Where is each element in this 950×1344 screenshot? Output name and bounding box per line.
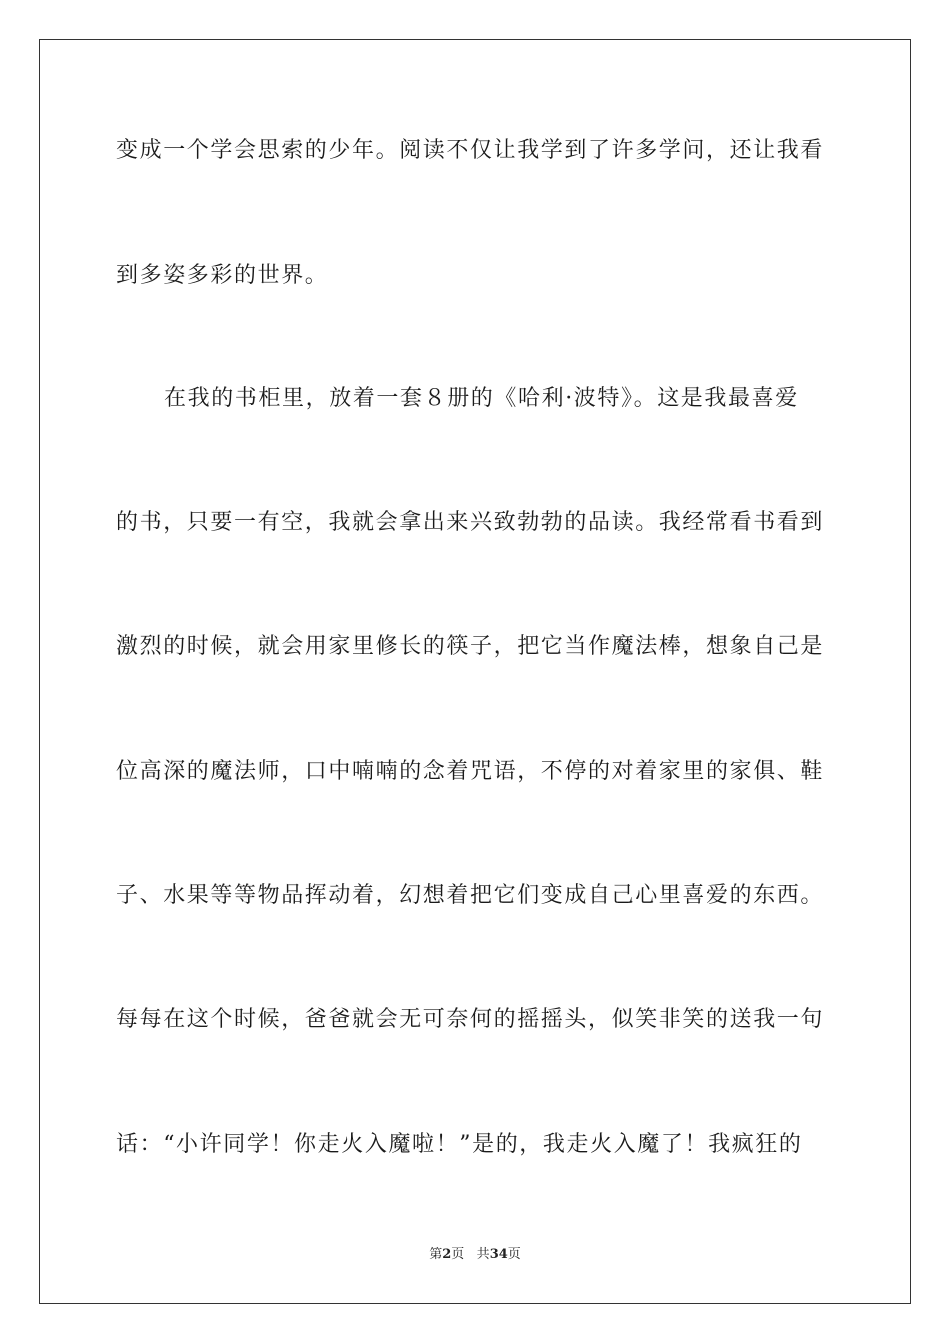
- footer-total-prefix: 共: [476, 1247, 490, 1262]
- page-footer: [0, 1246, 950, 1264]
- page-border: [39, 39, 911, 1304]
- footer-total-pages: 34: [489, 1247, 508, 1262]
- footer-page-prefix: 第: [429, 1247, 443, 1262]
- text-line-9: 话：“小许同学！你走火入魔啦！”是的，我走火入魔了！我疯狂的: [116, 1132, 803, 1157]
- text-line-7: 子、水果等等物品挥动着，幻想着把它们变成自己心里喜爱的东西。: [116, 883, 825, 908]
- text-line-4: 的书，只要一有空，我就会拿出来兴致勃勃的品读。我经常看书看到: [116, 510, 825, 535]
- text-line-8: 每每在这个时候，爸爸就会无可奈何的摇摇头，似笑非笑的送我一句: [116, 1007, 825, 1032]
- text-line-1: 变成一个学会思索的少年。阅读不仅让我学到了许多学问，还让我看: [116, 138, 825, 163]
- text-line-6: 位高深的魔法师，口中喃喃的念着咒语，不停的对着家里的家俱、鞋: [116, 759, 825, 784]
- text-line-3: 在我的书柜里，放着一套８册的《哈利·波特》。这是我最喜爱: [164, 386, 799, 411]
- footer-total-suffix: 页: [507, 1247, 521, 1262]
- footer-page-number: 2: [442, 1247, 452, 1262]
- text-line-5: 激烈的时候，就会用家里修长的筷子，把它当作魔法棒，想象自己是: [116, 634, 825, 659]
- text-line-2: 到多姿多彩的世界。: [116, 263, 329, 288]
- footer-page-suffix: 页: [451, 1247, 465, 1262]
